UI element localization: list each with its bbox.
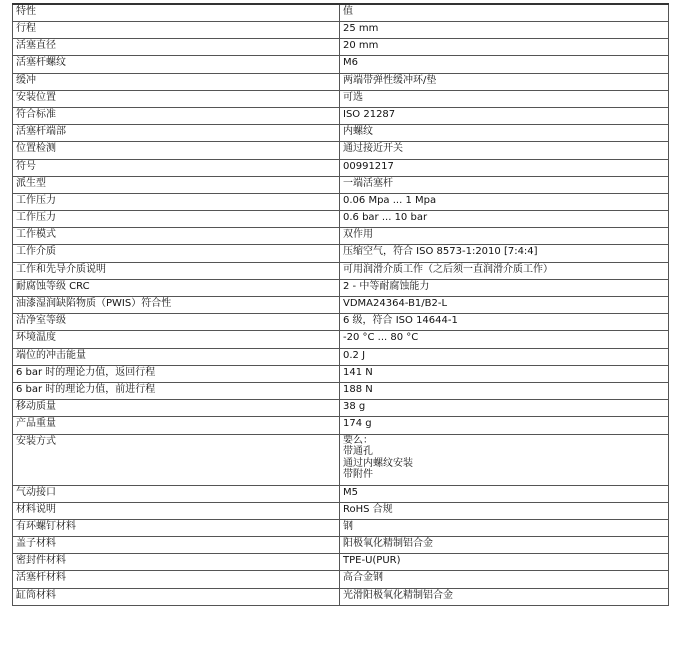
property-cell: 有环螺钉材料	[13, 519, 340, 536]
table-row	[13, 56, 669, 73]
value-cell: 0.2 J	[340, 348, 669, 365]
table-row	[13, 90, 669, 107]
table-row	[13, 176, 669, 193]
table-row	[13, 537, 669, 554]
table-row	[13, 314, 669, 331]
property-cell: 端位的冲击能量	[13, 348, 340, 365]
value-cell: TPE-U(PUR)	[340, 554, 669, 571]
table-row	[13, 400, 669, 417]
value-cell: 38 g	[340, 400, 669, 417]
value-cell: 两端带弹性缓冲环/垫	[340, 73, 669, 90]
value-cell: 25 mm	[340, 22, 669, 39]
value-cell: -20 °C ... 80 °C	[340, 331, 669, 348]
value-cell: M6	[340, 56, 669, 73]
table-row	[13, 365, 669, 382]
table-row	[13, 519, 669, 536]
value-cell: 一端活塞杆	[340, 176, 669, 193]
table-row	[13, 193, 669, 210]
property-cell: 密封件材料	[13, 554, 340, 571]
property-cell: 缸筒材料	[13, 588, 340, 605]
property-cell: 安装方式	[13, 434, 340, 485]
value-cell: 188 N	[340, 382, 669, 399]
spec-table	[12, 3, 669, 606]
table-row	[13, 382, 669, 399]
value-cell: 2 - 中等耐腐蚀能力	[340, 279, 669, 296]
property-cell: 产品重量	[13, 417, 340, 434]
property-cell: 耐腐蚀等级 CRC	[13, 279, 340, 296]
mounting-option-line: 要么：	[343, 434, 373, 446]
value-cell: 光滑阳极氧化精制铝合金	[340, 588, 669, 605]
property-cell: 活塞杆螺纹	[13, 56, 340, 73]
property-cell: 移动质量	[13, 400, 340, 417]
property-cell: 缓冲	[13, 73, 340, 90]
spec-table-container	[12, 3, 668, 606]
property-cell: 位置检测	[13, 142, 340, 159]
mounting-option-line: 带通孔	[343, 446, 373, 457]
table-row	[13, 211, 669, 228]
value-cell: 可用润滑介质工作（之后须一直润滑介质工作）	[340, 262, 669, 279]
property-cell: 工作压力	[13, 193, 340, 210]
header-property: 特性	[13, 4, 340, 22]
value-cell: 6 级，符合 ISO 14644-1	[340, 314, 669, 331]
value-cell: 高合金钢	[340, 571, 669, 588]
value-cell: 0.6 bar ... 10 bar	[340, 211, 669, 228]
table-row	[13, 245, 669, 262]
property-cell: 符号	[13, 159, 340, 176]
mounting-option-line: 通过内螺纹安装	[343, 457, 413, 469]
table-row	[13, 588, 669, 605]
property-cell: 行程	[13, 22, 340, 39]
value-cell: 可选	[340, 90, 669, 107]
value-cell: 阳极氧化精制铝合金	[340, 537, 669, 554]
property-cell: 活塞杆端部	[13, 125, 340, 142]
property-cell: 安装位置	[13, 90, 340, 107]
value-cell: 20 mm	[340, 39, 669, 56]
property-cell: 活塞直径	[13, 39, 340, 56]
table-row	[13, 279, 669, 296]
table-row	[13, 297, 669, 314]
table-row	[13, 73, 669, 90]
value-cell: 钢	[340, 519, 669, 536]
mounting-option-line: 带附件	[343, 469, 373, 480]
property-cell: 环境温度	[13, 331, 340, 348]
property-cell: 洁净室等级	[13, 314, 340, 331]
table-row	[13, 39, 669, 56]
table-row	[13, 262, 669, 279]
property-cell: 工作压力	[13, 211, 340, 228]
value-cell: ISO 21287	[340, 107, 669, 124]
property-cell: 6 bar 时的理论力值，返回行程	[13, 365, 340, 382]
table-row	[13, 107, 669, 124]
table-header-row	[13, 4, 669, 22]
table-row	[13, 502, 669, 519]
value-cell: M5	[340, 485, 669, 502]
value-cell: 压缩空气，符合 ISO 8573-1:2010 [7:4:4]	[340, 245, 669, 262]
table-row	[13, 159, 669, 176]
value-cell: 141 N	[340, 365, 669, 382]
property-cell: 派生型	[13, 176, 340, 193]
property-cell: 油漆湿润缺陷物质（PWIS）符合性	[13, 297, 340, 314]
value-cell: RoHS 合规	[340, 502, 669, 519]
table-row	[13, 228, 669, 245]
value-cell-multiline	[340, 434, 669, 485]
property-cell: 气动接口	[13, 485, 340, 502]
value-cell: 0.06 Mpa ... 1 Mpa	[340, 193, 669, 210]
table-row	[13, 22, 669, 39]
value-cell: VDMA24364-B1/B2-L	[340, 297, 669, 314]
table-row	[13, 417, 669, 434]
property-cell: 活塞杆材料	[13, 571, 340, 588]
property-cell: 符合标准	[13, 107, 340, 124]
table-row	[13, 485, 669, 502]
value-cell: 双作用	[340, 228, 669, 245]
property-cell: 工作介质	[13, 245, 340, 262]
value-cell: 通过接近开关	[340, 142, 669, 159]
table-row	[13, 554, 669, 571]
table-row	[13, 571, 669, 588]
header-value: 值	[340, 4, 669, 22]
value-cell: 174 g	[340, 417, 669, 434]
value-cell: 内螺纹	[340, 125, 669, 142]
property-cell: 材料说明	[13, 502, 340, 519]
table-row	[13, 142, 669, 159]
property-cell: 6 bar 时的理论力值，前进行程	[13, 382, 340, 399]
table-row	[13, 348, 669, 365]
table-row	[13, 125, 669, 142]
property-cell: 工作模式	[13, 228, 340, 245]
property-cell: 工作和先导介质说明	[13, 262, 340, 279]
table-row	[13, 331, 669, 348]
value-cell: 00991217	[340, 159, 669, 176]
property-cell: 盖子材料	[13, 537, 340, 554]
table-row-mounting	[13, 434, 669, 485]
